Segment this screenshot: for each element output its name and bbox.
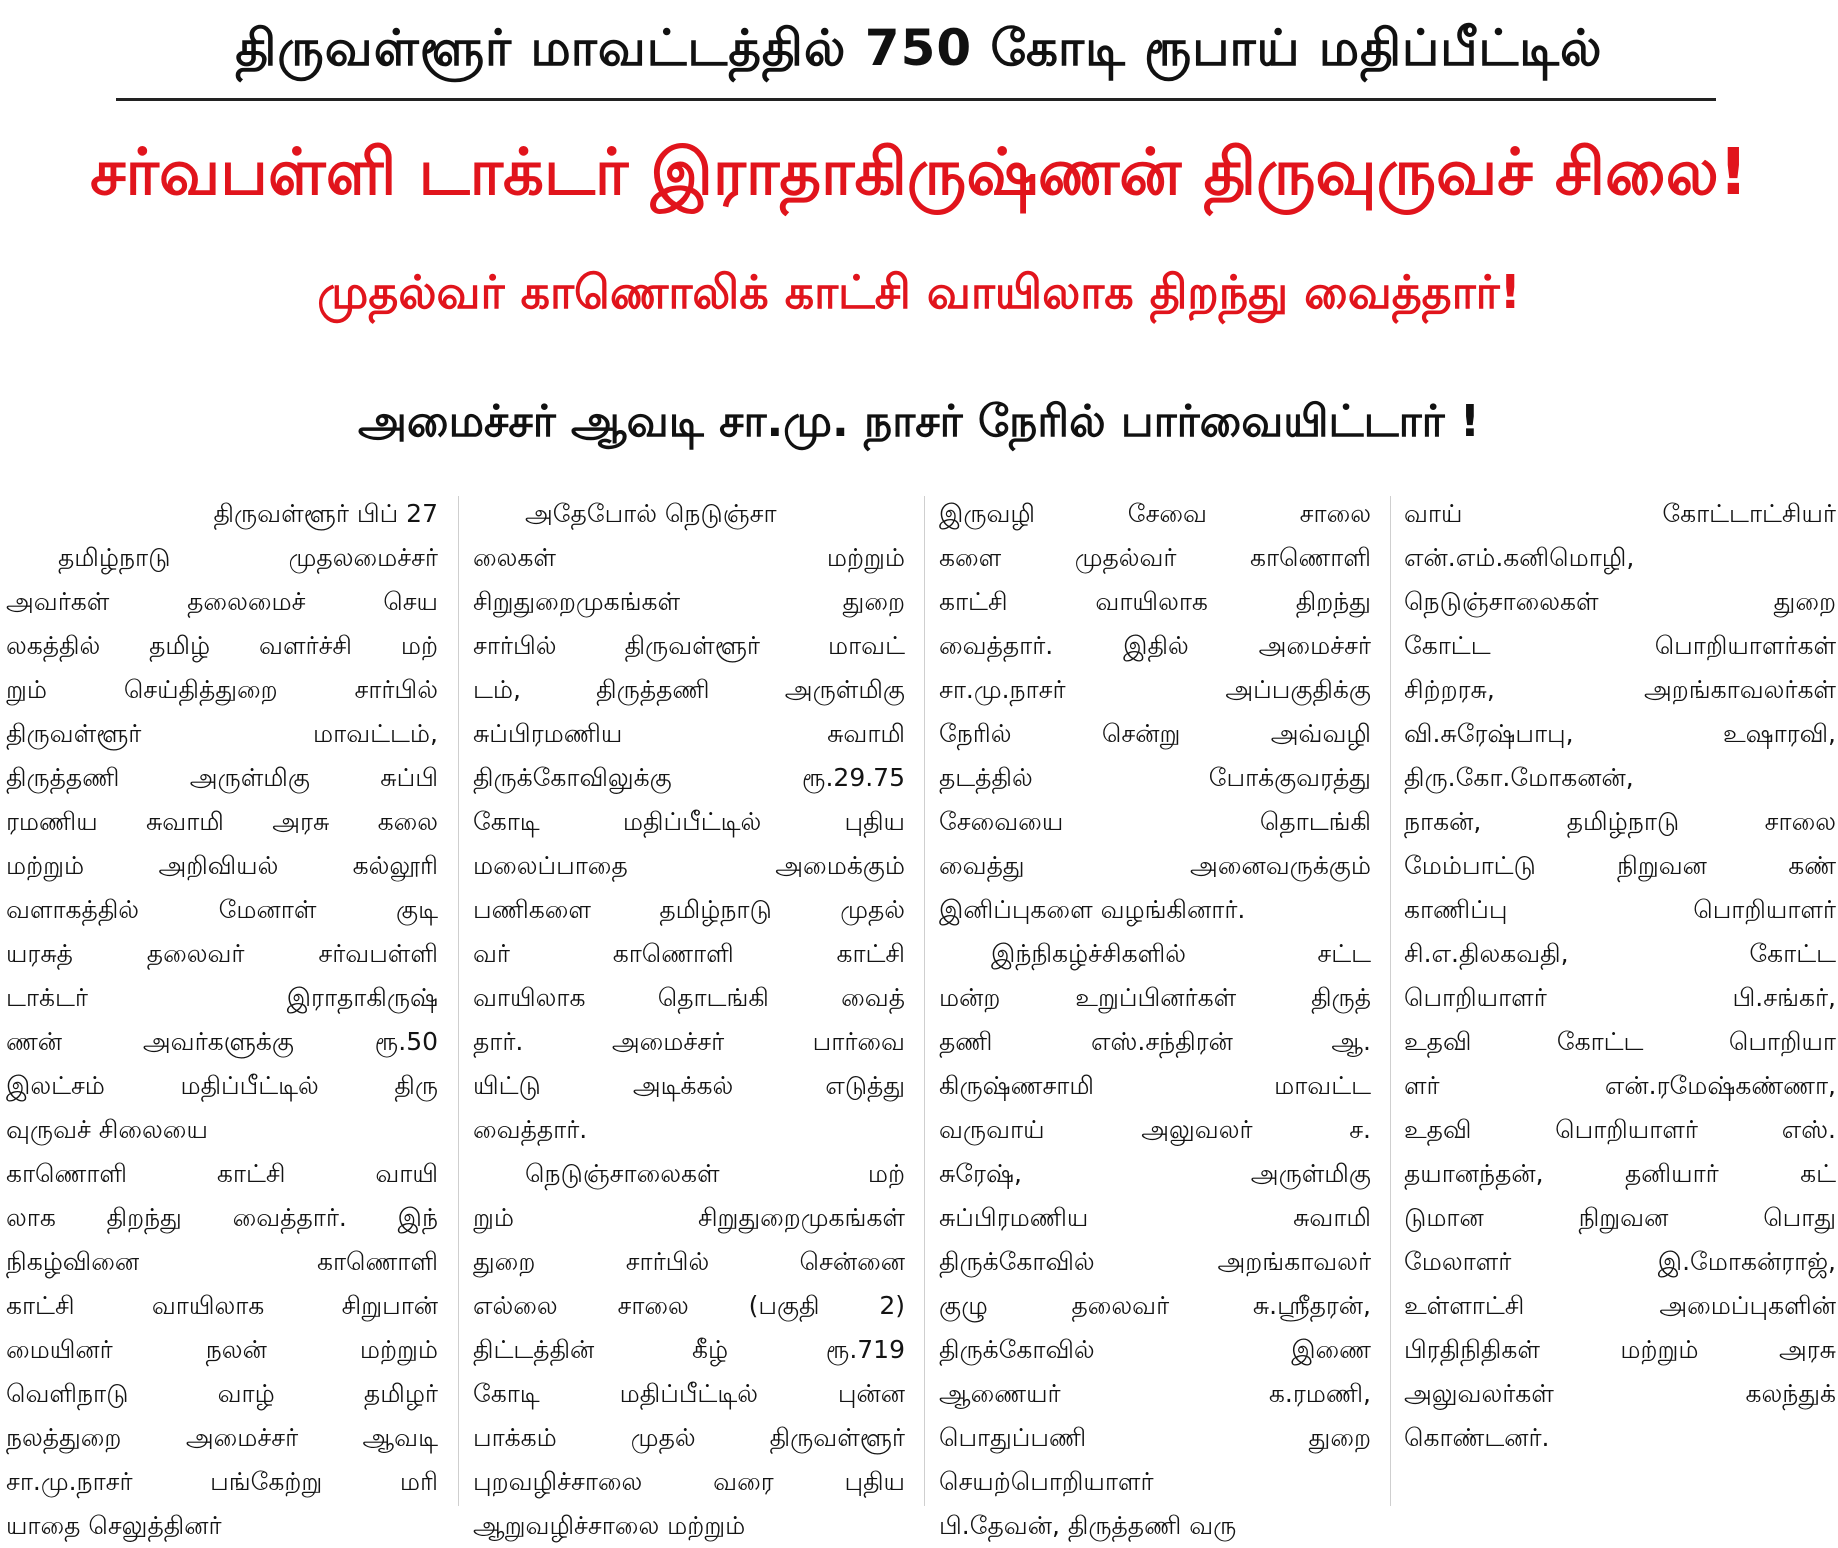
article-line: காட்சி வாயிலாக சிறுபான் (6, 1291, 438, 1320)
column-divider (924, 496, 925, 1506)
article-column-3 (939, 492, 1371, 1540)
article-line: வருவாய் அலுவலர் ச. (939, 1115, 1371, 1144)
article-line: எல்லை சாலை (பகுதி 2) (473, 1291, 905, 1320)
article-line: டுமான நிறுவன பொது (1404, 1203, 1836, 1232)
article-line: தமிழ்நாடு முதலமைச்சர் (58, 543, 438, 572)
article-line: சார்பில் திருவள்ளூர் மாவட் (473, 631, 905, 660)
article-line: வர் காணொளி காட்சி (473, 939, 905, 968)
headline-deck: அமைச்சர் ஆவடி சா.மு. நாசர் நேரில் பார்வையிட்டார் ! (358, 396, 1480, 447)
article-line: குழு தலைவர் சு.ஸ்ரீதரன், (939, 1291, 1371, 1320)
article-line: காட்சி வாயிலாக திறந்து (939, 587, 1371, 616)
article-line: செயற்பொறியாளர் (939, 1467, 1154, 1496)
article-line: திரு.கோ.மோகனன், (1404, 763, 1634, 792)
article-line: வாய் கோட்டாட்சியர் (1404, 499, 1836, 528)
article-line: லாக திறந்து வைத்தார். இந் (6, 1203, 438, 1232)
article-line: திருக்கோவில் அறங்காவலர் (939, 1247, 1371, 1276)
article-line: பொதுப்பணி துறை (939, 1423, 1371, 1452)
article-line: உள்ளாட்சி அமைப்புகளின் (1404, 1291, 1836, 1320)
article-line: சி.எ.திலகவதி, கோட்ட (1404, 939, 1836, 968)
article-line: நாகன், தமிழ்நாடு சாலை (1404, 807, 1836, 836)
article-line: நலத்துறை அமைச்சர் ஆவடி (6, 1423, 438, 1452)
article-line: பாக்கம் முதல் திருவள்ளூர் (473, 1423, 905, 1452)
article-line: யிட்டு அடிக்கல் எடுத்து (473, 1071, 905, 1100)
article-line: டாக்டர் இராதாகிருஷ் (6, 983, 438, 1012)
article-line: அவர்கள் தலைமைச் செய (6, 587, 438, 616)
article-line: தயானந்தன், தனியார் கட் (1404, 1159, 1836, 1188)
article-line: திருவள்ளூர் மாவட்டம், (6, 719, 438, 748)
article-line: திருவள்ளூர் பிப் 27 (213, 499, 438, 528)
article-column-4 (1404, 492, 1836, 1512)
article-line: ஆணையர் க.ரமணி, (939, 1379, 1371, 1408)
article-line: ளர் என்.ரமேஷ்கண்ணா, (1404, 1071, 1836, 1100)
article-line: அதேபோல் நெடுஞ்சா (525, 499, 777, 528)
article-line: பொறியாளர் பி.சங்கர், (1404, 983, 1836, 1012)
article-line: மற்றும் அறிவியல் கல்லூரி (6, 851, 438, 880)
article-line: சிற்றரசு, அறங்காவலர்கள் (1404, 675, 1836, 704)
article-line: ரமணிய சுவாமி அரசு கலை (6, 807, 438, 836)
article-line: நெடுஞ்சாலைகள் மற் (525, 1159, 905, 1188)
article-line: வுருவச் சிலையை (6, 1115, 208, 1144)
article-line: நிகழ்வினை காணொளி (6, 1247, 438, 1276)
article-line: சுப்பிரமணிய சுவாமி (473, 719, 905, 748)
article-line: வெளிநாடு வாழ் தமிழர் (6, 1379, 438, 1408)
article-line: ணன் அவர்களுக்கு ரூ.50 (6, 1027, 438, 1056)
article-line: கோட்ட பொறியாளர்கள் (1404, 631, 1836, 660)
article-line: கோடி மதிப்பீட்டில் புன்ன (473, 1379, 905, 1408)
article-line: வாயிலாக தொடங்கி வைத் (473, 983, 905, 1012)
article-line: பி.தேவன், திருத்தணி வரு (939, 1511, 1237, 1540)
article-line: மேம்பாட்டு நிறுவன கண் (1404, 851, 1836, 880)
headline-sub: முதல்வர் காணொலிக் காட்சி வாயிலாக திறந்து வைத்தார்! (317, 265, 1521, 319)
article-line: லைகள் மற்றும் (473, 543, 905, 572)
article-line: யரசுத் தலைவர் சர்வபள்ளி (6, 939, 438, 968)
article-line: காணொளி காட்சி வாயி (6, 1159, 438, 1188)
article-line: இருவழி சேவை சாலை (939, 499, 1371, 528)
article-line: வளாகத்தில் மேனாள் குடி (6, 895, 438, 924)
article-line: இலட்சம் மதிப்பீட்டில் திரு (6, 1071, 438, 1100)
headline-kicker: திருவள்ளூர் மாவட்டத்தில் 750 கோடி ரூபாய் மதிப்பீட்டில் (235, 19, 1603, 77)
article-line: சிறுதுறைமுகங்கள் துறை (473, 587, 905, 616)
article-line: லகத்தில் தமிழ் வளர்ச்சி மற் (6, 631, 438, 660)
article-line: சா.மு.நாசர் அப்பகுதிக்கு (939, 675, 1371, 704)
article-line: றும் செய்தித்துறை சார்பில் (6, 675, 438, 704)
article-line: நெடுஞ்சாலைகள் துறை (1404, 587, 1836, 616)
article-line: வைத்தார். (473, 1115, 588, 1144)
article-line: பிரதிநிதிகள் மற்றும் அரசு (1404, 1335, 1836, 1364)
article-line: தணி எஸ்.சந்திரன் ஆ. (939, 1027, 1371, 1056)
headline-underline (116, 98, 1716, 101)
article-line: காணிப்பு பொறியாளர் (1404, 895, 1836, 924)
article-line: யாதை செலுத்தினர் (6, 1511, 222, 1540)
article-line: சேவையை தொடங்கி (939, 807, 1371, 836)
article-line: களை முதல்வர் காணொளி (939, 543, 1371, 572)
headline-main: சர்வபள்ளி டாக்டர் இராதாகிருஷ்ணன் திருவுருவச் சிலை! (90, 136, 1748, 210)
article-line: றும் சிறுதுறைமுகங்கள் (473, 1203, 905, 1232)
article-line: ஆறுவழிச்சாலை மற்றும் (473, 1511, 746, 1540)
article-line: உதவி பொறியாளர் எஸ். (1404, 1115, 1836, 1144)
article-body (6, 492, 1836, 1540)
article-line: மேலாளர் இ.மோகன்ராஜ், (1404, 1247, 1836, 1276)
article-column-1 (6, 492, 438, 1540)
article-line: இந்நிகழ்ச்சிகளில் சட்ட (991, 939, 1371, 968)
article-line: நேரில் சென்று அவ்வழி (939, 719, 1371, 748)
article-line: டம், திருத்தணி அருள்மிகு (473, 675, 905, 704)
article-line: அலுவலர்கள் கலந்துக் (1404, 1379, 1836, 1408)
article-line: வைத்து அனைவருக்கும் (939, 851, 1371, 880)
article-line: கோடி மதிப்பீட்டில் புதிய (473, 807, 905, 836)
article-line: இனிப்புகளை வழங்கினார். (939, 895, 1246, 924)
article-line: துறை சார்பில் சென்னை (473, 1247, 905, 1276)
column-divider (458, 496, 459, 1506)
article-line: சுப்பிரமணிய சுவாமி (939, 1203, 1371, 1232)
article-line: வைத்தார். இதில் அமைச்சர் (939, 631, 1371, 660)
article-line: பணிகளை தமிழ்நாடு முதல் (473, 895, 905, 924)
article-column-2 (473, 492, 905, 1540)
article-line: திருக்கோவிலுக்கு ரூ.29.75 (473, 763, 905, 792)
article-line: சுரேஷ், அருள்மிகு (939, 1159, 1371, 1188)
article-line: தடத்தில் போக்குவரத்து (939, 763, 1371, 792)
article-line: தார். அமைச்சர் பார்வை (473, 1027, 905, 1056)
article-line: கொண்டனர். (1404, 1423, 1550, 1452)
article-line: மலைப்பாதை அமைக்கும் (473, 851, 905, 880)
article-line: திருத்தணி அருள்மிகு சுப்பி (6, 763, 438, 792)
article-line: புறவழிச்சாலை வரை புதிய (473, 1467, 905, 1496)
article-line: திட்டத்தின் கீழ் ரூ.719 (473, 1335, 905, 1364)
column-divider (1390, 496, 1391, 1506)
article-line: மையினர் நலன் மற்றும் (6, 1335, 438, 1364)
article-line: சா.மு.நாசர் பங்கேற்று மரி (6, 1467, 438, 1496)
article-line: கிருஷ்ணசாமி மாவட்ட (939, 1071, 1371, 1100)
article-line: உதவி கோட்ட பொறியா (1404, 1027, 1836, 1056)
article-line: மன்ற உறுப்பினர்கள் திருத் (939, 983, 1371, 1012)
article-line: என்.எம்.கனிமொழி, (1404, 543, 1635, 572)
article-line: வி.சுரேஷ்பாபு, உஷாரவி, (1404, 719, 1836, 748)
article-line: திருக்கோவில் இணை (939, 1335, 1371, 1364)
